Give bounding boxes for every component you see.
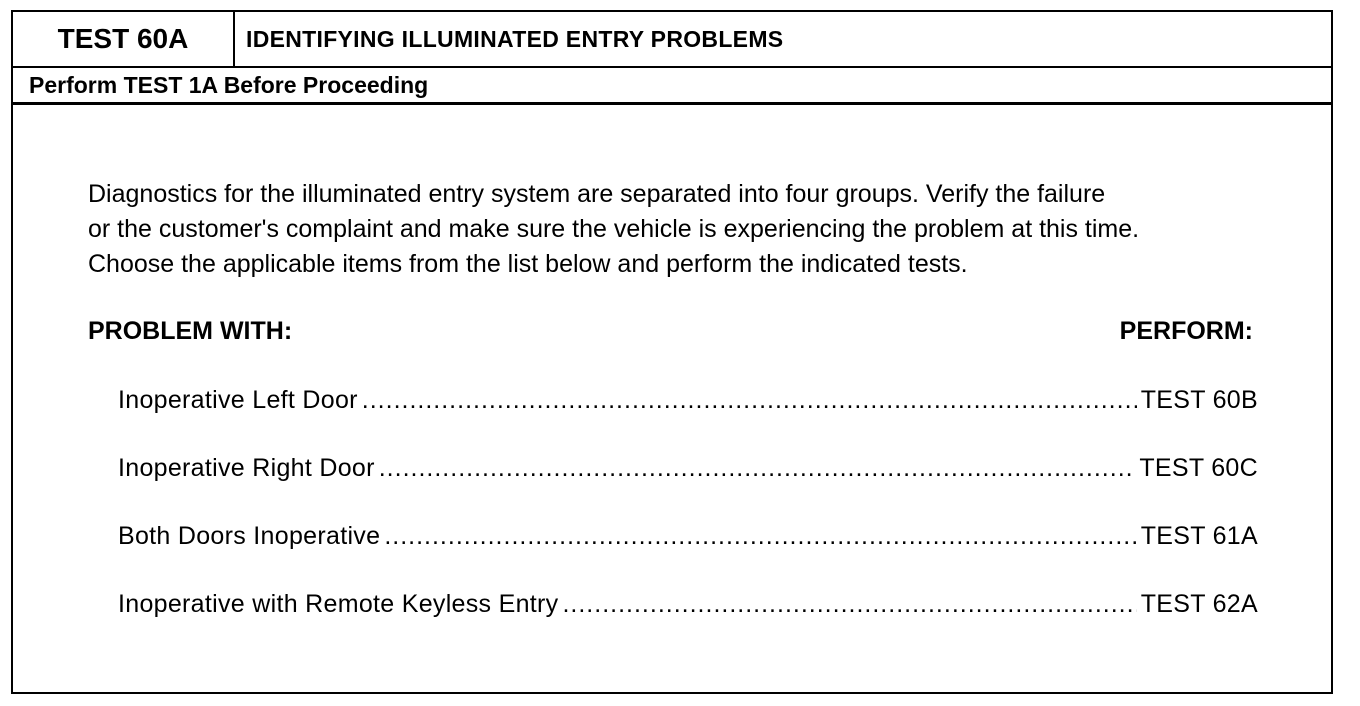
dot-leader xyxy=(384,520,1136,552)
problem-column-header: PROBLEM WITH: xyxy=(88,317,293,345)
list-item xyxy=(118,452,1258,520)
intro-line: or the customer's complaint and make sure the vehicle is experiencing the problem at this time. xyxy=(88,215,1140,243)
problem-list xyxy=(118,384,1258,656)
test-id: TEST 60A xyxy=(13,12,235,66)
test-reference: TEST 60B xyxy=(1140,386,1258,414)
prerequisite-note: Perform TEST 1A Before Proceeding xyxy=(29,72,429,98)
problem-label: Inoperative Left Door xyxy=(118,386,358,414)
problem-label: Both Doors Inoperative xyxy=(118,522,381,550)
test-reference: TEST 61A xyxy=(1140,522,1258,550)
test-reference: TEST 60C xyxy=(1139,454,1258,482)
dot-leader xyxy=(379,452,1136,484)
test-title: IDENTIFYING ILLUMINATED ENTRY PROBLEMS xyxy=(246,26,784,52)
intro-line: Diagnostics for the illuminated entry system are separated into four groups. Verify the failure xyxy=(88,180,1106,208)
intro-paragraph xyxy=(88,177,1288,282)
header-row xyxy=(13,12,1331,68)
perform-column-header: PERFORM: xyxy=(1119,317,1253,345)
problem-label: Inoperative Right Door xyxy=(118,454,375,482)
test-reference: TEST 62A xyxy=(1140,590,1258,618)
procedure-frame xyxy=(11,10,1333,694)
problem-label: Inoperative with Remote Keyless Entry xyxy=(118,590,559,618)
list-item xyxy=(118,520,1258,588)
dot-leader xyxy=(362,384,1137,416)
list-item xyxy=(118,384,1258,452)
intro-line: Choose the applicable items from the list below and perform the indicated tests. xyxy=(88,250,968,278)
dot-leader xyxy=(562,588,1136,620)
prerequisite-row xyxy=(13,68,1331,105)
list-item xyxy=(118,588,1258,656)
